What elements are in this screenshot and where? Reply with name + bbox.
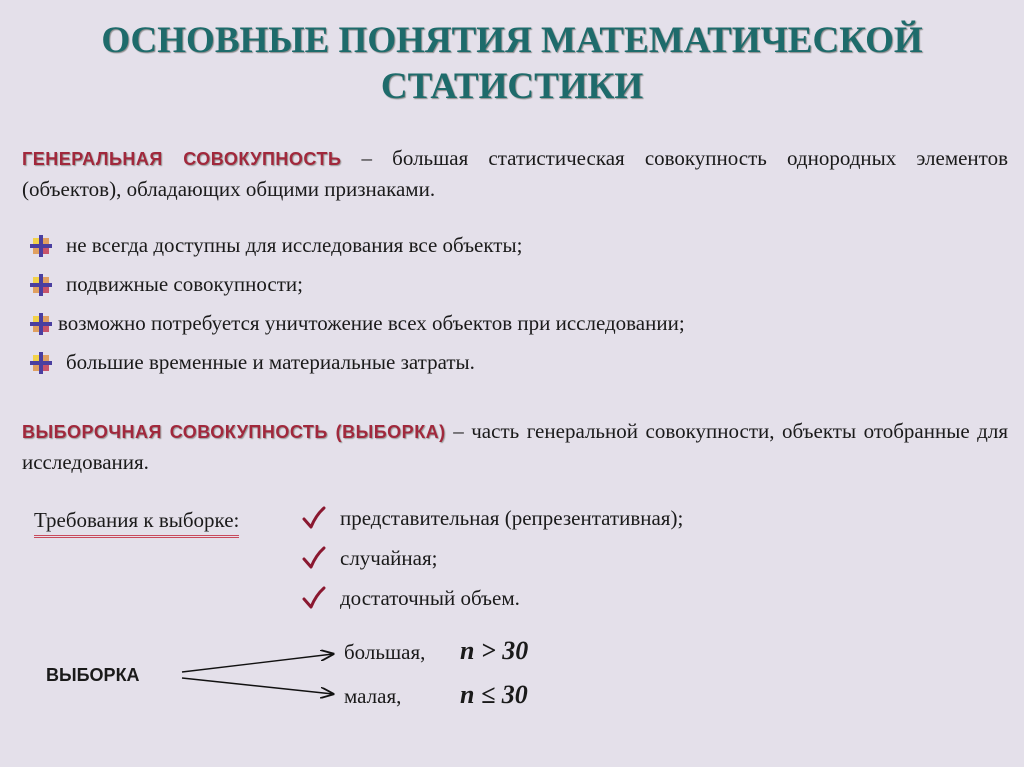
list-item-text: случайная;	[340, 545, 438, 570]
sample-label: ВЫБОРКА	[46, 665, 140, 685]
general-population-definition: – большая статистическая совокупность однородных элементов (объектов), обладающих общими признаками.	[22, 146, 1008, 201]
list-item-text: представительная (репрезентативная);	[340, 505, 684, 530]
sample-population-definition: – часть генеральной совокупности, объекты отобранные для исследования.	[22, 419, 1008, 474]
list-item-text: не всегда доступны для исследования все объекты;	[66, 233, 523, 257]
sample-population-term: ВЫБОРОЧНАЯ СОВОКУПНОСТЬ (ВЫБОРКА)	[22, 422, 446, 442]
small-sample-label: малая,	[344, 684, 402, 708]
page-title-line-2: СТАТИСТИКИ	[380, 66, 644, 107]
large-sample-label: большая,	[344, 640, 426, 664]
list-item-text: возможно потребуется уничтожение всех объектов при исследовании;	[58, 311, 685, 335]
page-title-line-1: ОСНОВНЫЕ ПОНЯТИЯ МАТЕМАТИЧЕСКОЙ	[101, 20, 923, 61]
arrow-small	[182, 678, 333, 694]
list-item-text: большие временные и материальные затраты.	[66, 350, 475, 374]
arrow-large	[182, 654, 333, 672]
list-item-text: подвижные совокупности;	[66, 272, 303, 296]
large-sample-formula: n > 30	[460, 636, 529, 665]
requirements-label: Требования к выборке:	[34, 508, 239, 538]
list-item-text: достаточный объем.	[340, 585, 520, 610]
small-sample-formula: n ≤ 30	[460, 680, 528, 709]
general-population-term: ГЕНЕРАЛЬНАЯ СОВОКУПНОСТЬ	[22, 149, 342, 169]
